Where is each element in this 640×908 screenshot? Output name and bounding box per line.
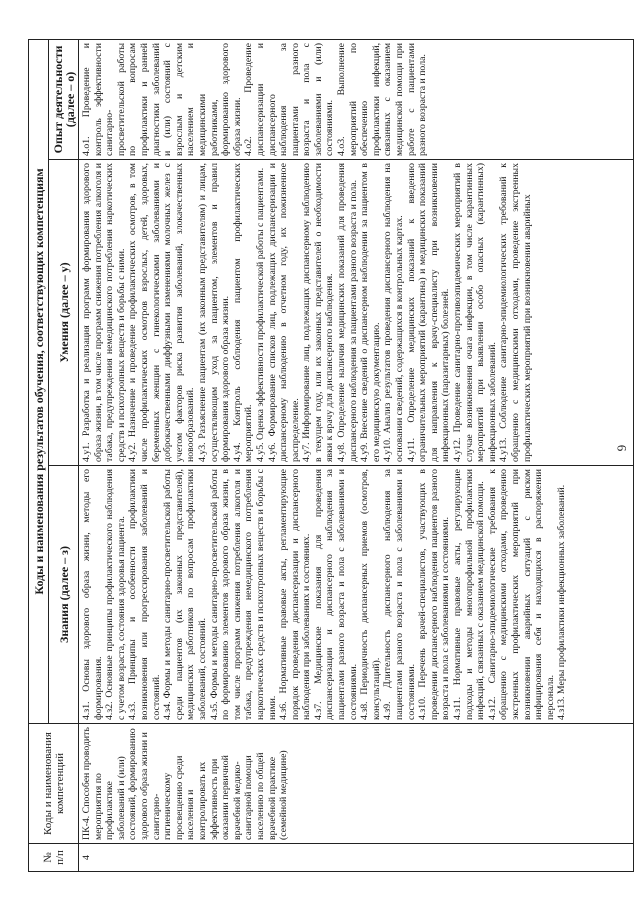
knowledge-item: 4.з11. Нормативные правовые акты, регулирующие подходы и методы многопрофильной профилактики инфекций, связанных с оказанием медицинской помощи. bbox=[452, 469, 487, 720]
header-skills: Умения (далее – у) bbox=[49, 160, 79, 466]
skills-item: 4.у3. Разъяснение пациентам (их законным представителям) и лицам, осуществляющим уход за пациентом, элементов и правил формирования здорового образа жизни. bbox=[196, 163, 232, 462]
header-knowledge: Знания (далее – з) bbox=[49, 466, 79, 724]
skills-item: 4.у11. Определение медицинских показаний к введению ограничительных мероприятий (карантина) и медицинских показаний для направления к врачу-специалисту при возникновении инфекционных (паразитарных) болезней. bbox=[405, 163, 452, 462]
knowledge-item: 4.з8. Периодичность диспансерных приемов (осмотров, консультаций). bbox=[359, 469, 382, 720]
skills-item: 4.у5. Оценка эффективности профилактической работы с пациентами. bbox=[254, 167, 266, 462]
knowledge-item: 4.з5. Формы и методы санитарно-просветительской работы по формированию элементов здорового образа жизни, в том числе программ снижения потребления алкоголя и табака, предупреждения немедицинского потребления наркотических средств и психотропных веществ и борьбы с ними. bbox=[208, 469, 278, 720]
skills-item: 4.у7. Информирование лиц, подлежащих диспансерному наблюдению в текущем году, или их законных представителей о необходимости явки к врачу для диспансерного наблюдения. bbox=[301, 163, 336, 462]
skills-item: 4.у4. Контроль соблюдения пациентом профилактических мероприятий. bbox=[231, 163, 255, 462]
skills-item: 4.у2. Назначение и проведение профилактических осмотров, в том числе профилактических осмотров взрослых, детей, здоровых, беременных женщин с гинекологическими заболеваниями и доброкачественными диффузными изменениями молочных желез с учетом факторов риска развития заболеваний, злокачественных новообразований. bbox=[127, 163, 197, 462]
skills-item: 4.у6. Формирование списков лиц, подлежащих диспансеризации и диспансерному наблюдению в отчетном году, их пожизненное распределение. bbox=[266, 163, 301, 462]
knowledge-item: 4.з12. Санитарно-эпидемиологические требования к обращению с медицинскими отходами, проведению экстренных профилактических мероприятий при возникновении аварийных ситуаций с риском инфицирования себя и находящихся в распоряжении персонала. bbox=[486, 469, 556, 720]
knowledge-item: 4.з2. Основные принципы профилактического наблюдения с учетом возраста, состояния здоровья пациента. bbox=[104, 469, 127, 720]
skills-cell bbox=[79, 160, 634, 466]
skills-item: 4.у10. Анализ результатов проведения диспансерного наблюдения на основании сведений, содержащихся в контрольных картах. bbox=[382, 163, 406, 462]
knowledge-item: 4.з4. Формы и методы санитарно-просветительской работы среди пациентов (их законных представителей), медицинских работников по вопросам профилактики заболеваний, состояний. bbox=[162, 469, 208, 720]
experience-cell bbox=[79, 39, 634, 159]
experience-item: 4.о2. Проведение диспансеризации и диспансерного наблюдения за пациентами разного возраста и пола с заболеваниями и (или) состояниями. bbox=[243, 42, 336, 156]
competency-cell: ПК-4. Способен проводить мероприятия по профилактике заболеваний и (или) состояний, формированию здорового образа жизни и санитарно-гигиеническому просвещению среди населения и контролировать их эффективность при оказании первичной врачебной медико-санитарной помощи населению по общей врачебной практике (семейной медицине) bbox=[79, 724, 634, 844]
header-experience: Опыт деятельности (далее – о) bbox=[49, 39, 79, 159]
experience-item: 4.о1. Проведение и контроль эффективности санитарно-просветительской работы по вопросам профилактики и ранней диагностики заболеваний и (или) состояний с взрослым и детским населением и медицинскими работниками, формированию здорового образа жизни. bbox=[81, 42, 243, 156]
skills-item: 4.у9. Внесение сведений о диспансерном наблюдении за пациентом в его медицинскую документацию. bbox=[359, 163, 382, 462]
skills-item: 4.у8. Определение наличия медицинских показаний для проведения диспансерного наблюдения за пациентами разного возраста и пола. bbox=[336, 163, 359, 462]
rotated-page bbox=[28, 40, 634, 872]
knowledge-cell bbox=[79, 466, 634, 724]
skills-item: 4.у12. Проведение санитарно-противоэпидемических мероприятий в случае возникновения очага инфекции, в том числе карантинных мероприятий при выявлении особо опасных (карантинных) инфекционных заболеваний. bbox=[452, 163, 498, 462]
header-results-group: Коды и наименования результатов обучения, соответствующих компетенциям bbox=[29, 39, 49, 723]
knowledge-item: 4.з9. Длительность диспансерного наблюдения за пациентами разного возраста и пола с заболеваниями и состояниями. bbox=[382, 469, 417, 720]
experience-item: 4.о3. Выполнение мероприятий по обеспечению профилактики инфекций, связанных с оказанием медицинской помощи при работе с пациентами разного возраста и пола. bbox=[336, 42, 429, 156]
header-num: № п/п bbox=[29, 844, 79, 872]
header-competency: Коды и наименования компетенций bbox=[29, 724, 79, 844]
skills-item: 4.у13. Соблюдение санитарно-эпидемиологических требований к обращению с медицинскими отходами, проведение экстренных профилактических мероприятий при возникновении аварийных bbox=[498, 163, 533, 462]
knowledge-item: 4.з10. Перечень врачей-специалистов, участвующих в проведении диспансерного наблюдения пациентов разного возраста и пола с заболеваниями и состояниями. bbox=[417, 469, 452, 720]
knowledge-item: 4.з13. Меры профилактики инфекционных заболеваний. bbox=[556, 484, 568, 720]
skills-item: 4.у1. Разработка и реализация программ формирования здорового образа жизни, в том числе программ снижения потребления алкоголя и табака, предупреждения немедицинского потребления наркотических средств и психотропных веществ и борьбы с ними. bbox=[81, 163, 127, 462]
knowledge-item: 4.з6. Нормативные правовые акты, регламентирующие порядок проведения диспансеризации и диспансерного наблюдения при заболеваниях и состояниях. bbox=[278, 469, 313, 720]
knowledge-item: 4.з3. Принципы и особенности профилактики возникновения или прогрессирования заболеваний и состояний. bbox=[127, 469, 162, 720]
page-number: 6 bbox=[614, 444, 630, 452]
row-num: 4 bbox=[79, 844, 634, 872]
competency-table bbox=[28, 39, 634, 872]
knowledge-item: 4.з7. Медицинские показания для проведения диспансеризации и диспансерного наблюдения за пациентами разного возраста и пола с заболеваниями и состояниями. bbox=[312, 469, 359, 720]
knowledge-item: 4.з1. Основы здорового образа жизни, методы его формирования. bbox=[81, 469, 104, 720]
